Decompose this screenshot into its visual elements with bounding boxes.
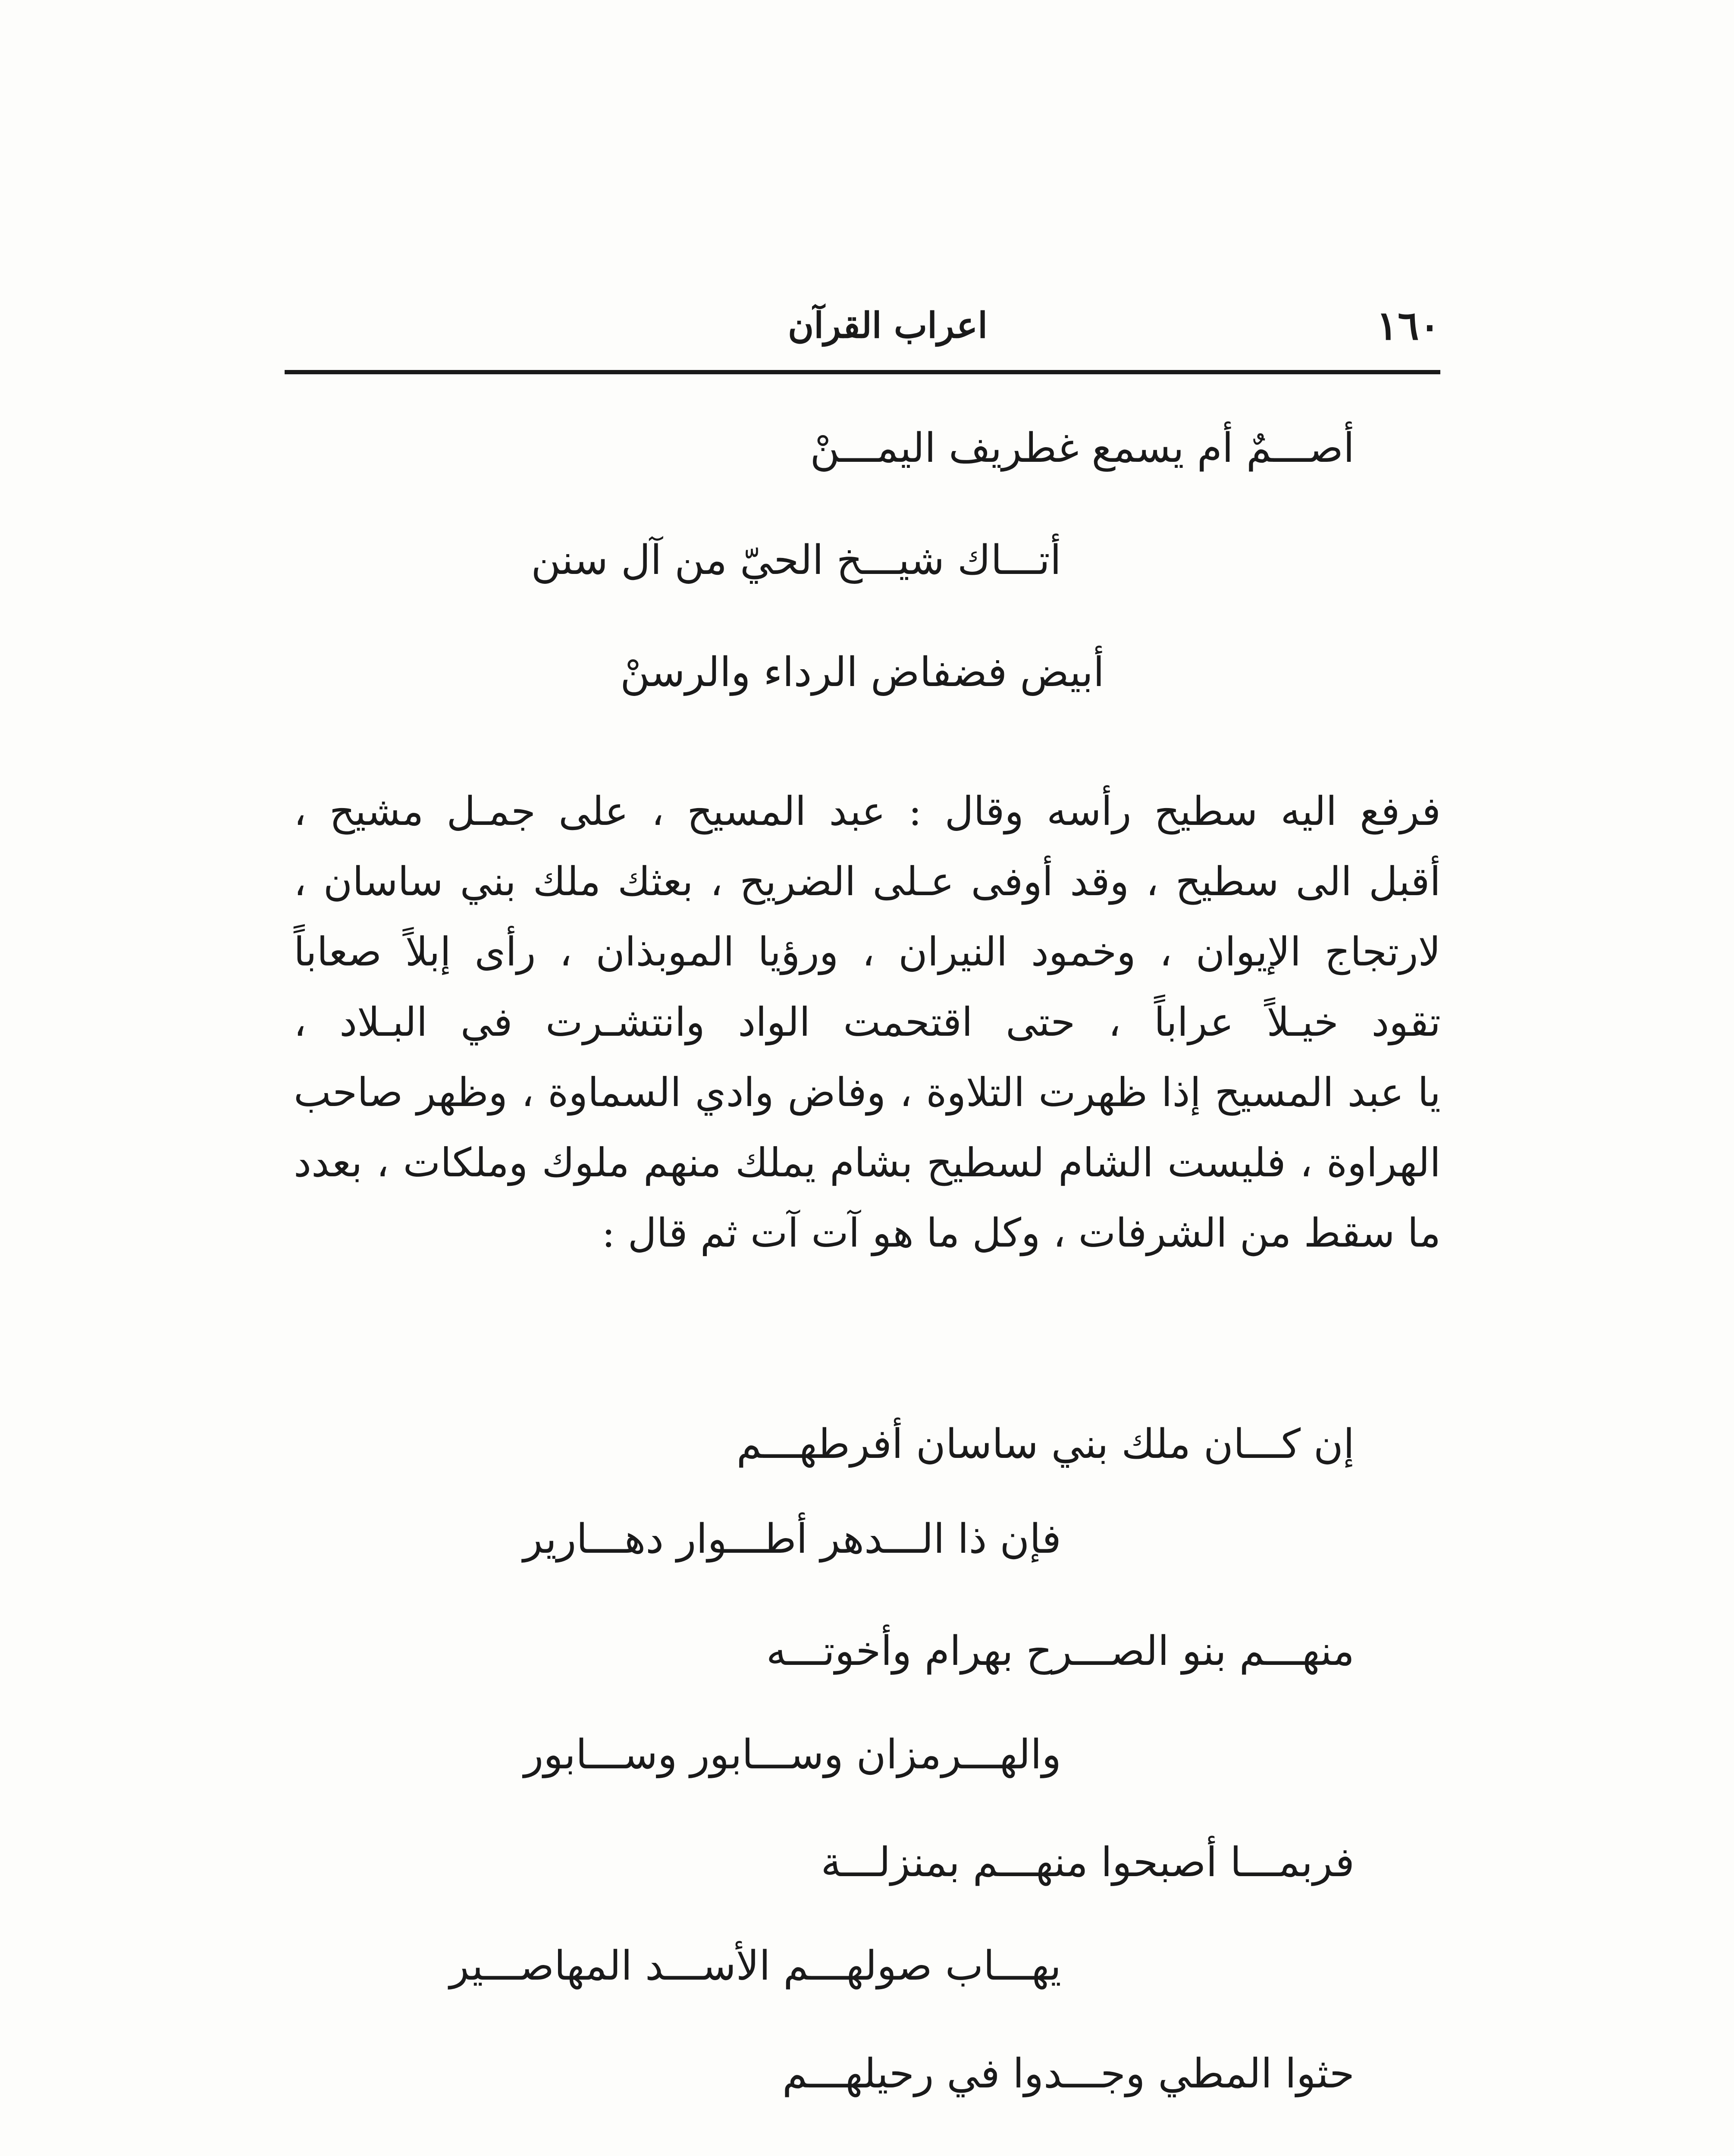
- prose-line: فرفع اليه سطيح رأسه وقال : عبد المسيح ، على جمـل مشيح ،: [294, 788, 1441, 834]
- verse-line: أتـــاك شيـــخ الحيّ من آل سنن: [531, 537, 1061, 584]
- page-header: [285, 293, 1440, 358]
- prose-line: الهراوة ، فليست الشام لسطيح بشام يملك منهم ملوك وملكات ، بعدد: [294, 1140, 1441, 1186]
- running-title: اعراب القرآن: [788, 305, 988, 346]
- verse-first-hemistich: فربمـــا أصبحوا منهـــم بمنزلـــة: [821, 1839, 1355, 1886]
- prose-paragraph: [294, 776, 1441, 1268]
- header-rule: [285, 370, 1440, 374]
- prose-line: يا عبد المسيح إذا ظهرت التلاوة ، وفاض وادي السماوة ، وظهر صاحب: [294, 1069, 1441, 1116]
- prose-line: تقود خيـلاً عراباً ، حتى اقتحمت الواد وانتشـرت في البـلاد ،: [294, 999, 1441, 1045]
- page-number: ١٦٠: [1376, 302, 1440, 349]
- verse-second-hemistich: والهـــرمزان وســـابور وســـابور: [524, 1731, 1061, 1778]
- prose-line: ما سقط من الشرفات ، وكل ما هو آت آت ثم قال :: [602, 1210, 1441, 1256]
- verse-line: أصـــمٌ أم يسمع غطريف اليمـــنْ: [810, 425, 1355, 472]
- verse-first-hemistich: منهـــم بنو الصـــرح بهرام وأخوتـــه: [766, 1628, 1355, 1675]
- prose-line: لارتجاج الإيوان ، وخمود النيران ، ورؤيا الموبذان ، رأى إبلاً صعاباً: [294, 929, 1441, 975]
- verse-line: أبيض فضفاض الرداء والرسنْ: [620, 649, 1104, 696]
- prose-line: أقبل الى سطيح ، وقد أوفى عـلى الضريح ، بعثك ملك بني ساسان ،: [294, 859, 1441, 905]
- verse-second-hemistich: يهـــاب صولهـــم الأســـد المهاصـــير: [449, 1943, 1061, 1990]
- verse-second-hemistich: [478, 2147, 1061, 2156]
- verse-first-hemistich: حثوا المطي وجـــدوا في رحيلهـــم: [782, 2050, 1355, 2097]
- verse-first-hemistich: إن كـــان ملك بني ساسان أفرطهـــم: [736, 1421, 1355, 1468]
- verse-second-hemistich: فإن ذا الـــدهر أطـــوار دهـــارير: [523, 1516, 1061, 1563]
